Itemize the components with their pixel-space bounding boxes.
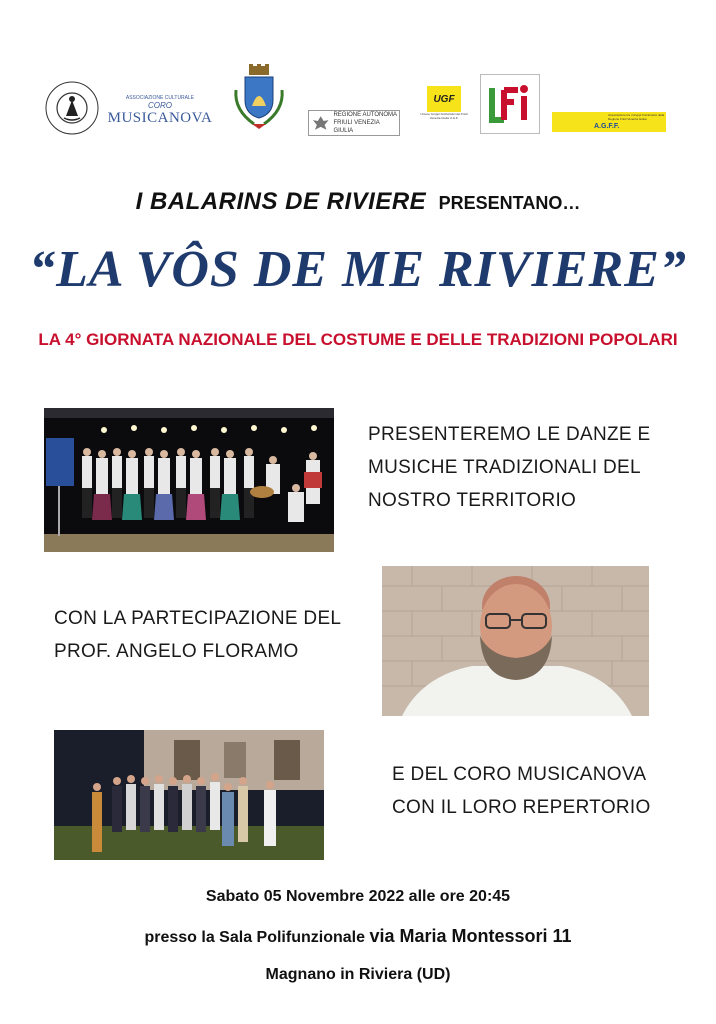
coro-musicanova-logo [107,92,213,128]
presenter-verb: PRESENTANO… [438,193,581,213]
fi-logo [480,74,540,134]
regione-line-2: FRIULI VENEZIA GIULIA [333,120,380,134]
venue-address: via Maria Montessori 11 [369,926,572,946]
dances-line-2: MUSICHE TRADIZIONALI DEL [368,457,641,478]
choir-line-1: E DEL CORO MUSICANOVA [392,764,647,785]
comune-crest-logo [228,62,290,134]
stage-dancers-image [44,408,334,552]
dance-group-photo [44,408,334,552]
ugf-logo [420,82,468,128]
event-title: “LA VÔS DE ME RIVIERE” [29,241,687,298]
regione-fvg-logo [308,110,400,136]
fi-mark-text [510,104,511,105]
guest-portrait-photo [382,566,649,716]
choir-group-photo [54,730,324,860]
venue-prefix: presso la Sala Polifunzionale [144,929,365,946]
professor-portrait-image [382,566,649,716]
coro-logo-caption: ASSOCIAZIONE CULTURALE [125,94,195,101]
agff-logo [552,112,666,132]
event-venue [0,926,716,947]
choir-line-2: CON IL LORO REPERTORIO [392,797,651,818]
guest-line-2: PROF. ANGELO FLORAMO [54,641,299,662]
dances-line-1: PRESENTEREMO LE DANZE E [368,424,651,445]
choir-outdoor-image [54,730,324,860]
dances-description [368,418,650,517]
event-date: Sabato 05 Novembre 2022 alle ore 20:45 [205,888,511,905]
folk-group-ring-text [61,108,83,109]
crest-shield-icon [228,62,290,134]
presenter-name: I BALARINS DE RIVIERE [135,188,427,215]
choir-description [392,758,651,824]
event-subtitle: LA 4° GIORNATA NAZIONALE DEL COSTUME E DELLE TRADIZIONI POPOLARI [38,330,678,349]
dances-line-3: NOSTRO TERRITORIO [368,490,577,511]
presenter-line [0,188,716,216]
guest-description [54,602,341,668]
coro-logo-name: MUSICANOVA [107,109,213,126]
eagle-icon [311,113,330,133]
regione-line-1: REGIONE AUTONOMA [333,112,398,118]
agff-caption: Associazione tra i Gruppi Folcloristici della Regione Friuli Venezia Giulia [608,113,665,121]
coro-logo-word: CORO [148,100,172,110]
guest-line-1: CON LA PARTECIPAZIONE DEL [54,608,342,629]
ugf-caption: Unione Gruppi Folcloristici del Friuli Venezia Giulia U.G.F. [420,112,468,120]
ugf-mark: UGF [433,93,455,105]
folk-group-logo [44,80,100,136]
agff-mark: A.G.F.F. [594,122,620,130]
event-town: Magnano in Riviera (UD) [265,966,451,983]
